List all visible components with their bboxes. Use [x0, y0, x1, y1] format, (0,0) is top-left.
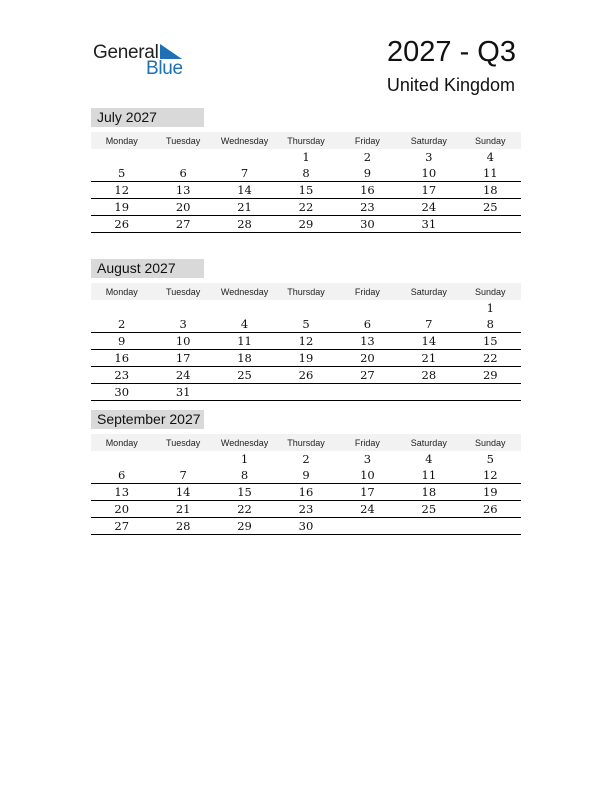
day-cell: 12	[460, 467, 521, 484]
page-subtitle: United Kingdom	[386, 75, 515, 95]
day-cell: 8	[460, 316, 521, 333]
day-cell: 12	[275, 333, 336, 350]
day-cell: 28	[398, 367, 459, 384]
month-calendar	[91, 132, 521, 233]
day-cell: 17	[152, 350, 213, 367]
day-cell: 2	[302, 452, 310, 466]
day-cell: 21	[398, 350, 459, 367]
day-cell	[337, 518, 398, 535]
day-cell	[152, 149, 213, 165]
day-cell: 15	[275, 182, 336, 199]
weekday-header: Friday	[337, 434, 398, 451]
logo-text-blue: Blue	[146, 58, 183, 79]
day-cell: 13	[337, 333, 398, 350]
weekday-header: Wednesday	[214, 434, 275, 451]
month-block	[91, 108, 521, 233]
month-block	[91, 410, 521, 535]
weekday-header: Thursday	[275, 283, 336, 300]
day-cell	[91, 149, 152, 165]
weekday-header: Sunday	[460, 132, 521, 149]
day-cell: 14	[214, 182, 275, 199]
day-cell: 19	[275, 350, 336, 367]
day-cell: 7	[152, 467, 213, 484]
day-cell: 31	[152, 384, 213, 401]
day-cell: 27	[91, 518, 152, 535]
day-cell: 7	[398, 316, 459, 333]
day-cell: 29	[214, 518, 275, 535]
day-cell: 17	[398, 182, 459, 199]
week-row	[91, 451, 521, 467]
weekday-header-row	[91, 434, 521, 451]
month-calendar	[91, 434, 521, 535]
week-row	[91, 199, 521, 216]
month-label: September 2027	[91, 410, 204, 429]
day-cell: 14	[152, 484, 213, 501]
day-cell: 23	[337, 199, 398, 216]
weekday-header-row	[91, 132, 521, 149]
day-cell: 18	[460, 182, 521, 199]
day-cell	[337, 300, 398, 316]
day-cell: 26	[91, 216, 152, 233]
day-cell: 21	[152, 501, 213, 518]
day-cell: 6	[152, 165, 213, 182]
day-cell	[152, 451, 213, 467]
day-cell: 26	[275, 367, 336, 384]
day-cell: 10	[398, 165, 459, 182]
day-cell: 9	[275, 467, 336, 484]
weekday-header: Thursday	[275, 132, 336, 149]
day-cell	[275, 384, 336, 401]
week-row	[91, 165, 521, 182]
day-cell: 9	[91, 333, 152, 350]
weekday-header: Saturday	[398, 132, 459, 149]
day-cell: 18	[398, 484, 459, 501]
day-cell: 30	[275, 518, 336, 535]
day-cell: 20	[91, 501, 152, 518]
logo-text-general: General	[93, 42, 159, 63]
day-cell: 3	[425, 150, 433, 164]
day-cell	[398, 518, 459, 535]
week-row	[91, 501, 521, 518]
month-block	[91, 259, 521, 401]
weekday-header: Wednesday	[214, 132, 275, 149]
day-cell: 2	[91, 316, 152, 333]
week-row	[91, 467, 521, 484]
day-cell	[214, 384, 275, 401]
weekday-header: Tuesday	[152, 132, 213, 149]
day-cell: 13	[152, 182, 213, 199]
weekday-header: Tuesday	[152, 283, 213, 300]
weekday-header: Sunday	[460, 283, 521, 300]
weekday-header: Sunday	[460, 434, 521, 451]
month-label: August 2027	[91, 259, 204, 278]
day-cell: 15	[214, 484, 275, 501]
weekday-header: Wednesday	[214, 283, 275, 300]
day-cell: 25	[460, 199, 521, 216]
day-cell: 4	[425, 452, 433, 466]
day-cell: 16	[337, 182, 398, 199]
day-cell: 1	[240, 452, 249, 466]
month-label: July 2027	[91, 108, 204, 127]
day-cell	[460, 384, 521, 401]
day-cell: 24	[152, 367, 213, 384]
day-cell: 9	[337, 165, 398, 182]
day-cell: 3	[363, 452, 372, 466]
day-cell: 19	[91, 199, 152, 216]
day-cell: 18	[214, 350, 275, 367]
weekday-header: Tuesday	[152, 434, 213, 451]
day-cell: 22	[275, 199, 336, 216]
day-cell: 10	[152, 333, 213, 350]
weekday-header: Monday	[91, 434, 152, 451]
day-cell: 6	[91, 467, 152, 484]
week-row	[91, 182, 521, 199]
day-cell: 12	[91, 182, 152, 199]
day-cell	[91, 451, 152, 467]
day-cell: 27	[337, 367, 398, 384]
day-cell	[398, 384, 459, 401]
day-cell: 27	[152, 216, 213, 233]
day-cell: 30	[91, 384, 152, 401]
day-cell: 16	[275, 484, 336, 501]
day-cell: 24	[398, 199, 459, 216]
day-cell: 28	[152, 518, 213, 535]
day-cell	[214, 300, 275, 316]
day-cell: 11	[214, 333, 275, 350]
day-cell: 21	[214, 199, 275, 216]
generalblue-logo	[93, 40, 193, 80]
weekday-header: Thursday	[275, 434, 336, 451]
day-cell	[91, 300, 152, 316]
week-row	[91, 149, 521, 165]
weekday-header: Saturday	[398, 283, 459, 300]
day-cell: 2	[363, 150, 372, 164]
weekday-header: Monday	[91, 283, 152, 300]
weekday-header: Saturday	[398, 434, 459, 451]
week-row	[91, 316, 521, 333]
day-cell: 19	[460, 484, 521, 501]
week-row	[91, 484, 521, 501]
week-row	[91, 350, 521, 367]
day-cell: 23	[275, 501, 336, 518]
day-cell: 8	[275, 165, 336, 182]
day-cell: 30	[337, 216, 398, 233]
weekday-header-row	[91, 283, 521, 300]
day-cell: 29	[460, 367, 521, 384]
day-cell: 8	[214, 467, 275, 484]
weekday-header: Friday	[337, 132, 398, 149]
day-cell: 5	[275, 316, 336, 333]
week-row	[91, 367, 521, 384]
day-cell: 4	[214, 316, 275, 333]
day-cell: 26	[460, 501, 521, 518]
day-cell: 20	[152, 199, 213, 216]
day-cell: 10	[337, 467, 398, 484]
week-row	[91, 518, 521, 535]
week-row	[91, 333, 521, 350]
day-cell: 16	[91, 350, 152, 367]
day-cell	[398, 300, 459, 316]
day-cell: 5	[91, 165, 152, 182]
week-row	[91, 384, 521, 401]
day-cell: 29	[275, 216, 336, 233]
day-cell: 25	[214, 367, 275, 384]
day-cell: 31	[398, 216, 459, 233]
day-cell: 1	[302, 150, 310, 164]
day-cell: 6	[337, 316, 398, 333]
day-cell: 3	[152, 316, 213, 333]
day-cell: 4	[486, 150, 494, 164]
day-cell: 1	[486, 301, 494, 315]
weekday-header: Friday	[337, 283, 398, 300]
month-calendar	[91, 283, 521, 401]
day-cell: 14	[398, 333, 459, 350]
day-cell: 23	[91, 367, 152, 384]
weekday-header: Monday	[91, 132, 152, 149]
day-cell	[337, 384, 398, 401]
day-cell	[275, 300, 336, 316]
day-cell	[460, 518, 521, 535]
day-cell: 7	[214, 165, 275, 182]
day-cell: 25	[398, 501, 459, 518]
day-cell: 28	[214, 216, 275, 233]
day-cell: 11	[460, 165, 521, 182]
day-cell: 20	[337, 350, 398, 367]
day-cell	[214, 149, 275, 165]
day-cell: 22	[214, 501, 275, 518]
day-cell	[152, 300, 213, 316]
day-cell: 22	[460, 350, 521, 367]
day-cell: 24	[337, 501, 398, 518]
day-cell: 15	[460, 333, 521, 350]
week-row	[91, 300, 521, 316]
day-cell: 17	[337, 484, 398, 501]
day-cell: 13	[91, 484, 152, 501]
day-cell: 5	[486, 452, 494, 466]
day-cell	[460, 216, 521, 233]
week-row	[91, 216, 521, 233]
page-title: 2027 - Q3	[387, 36, 516, 68]
day-cell: 11	[398, 467, 459, 484]
